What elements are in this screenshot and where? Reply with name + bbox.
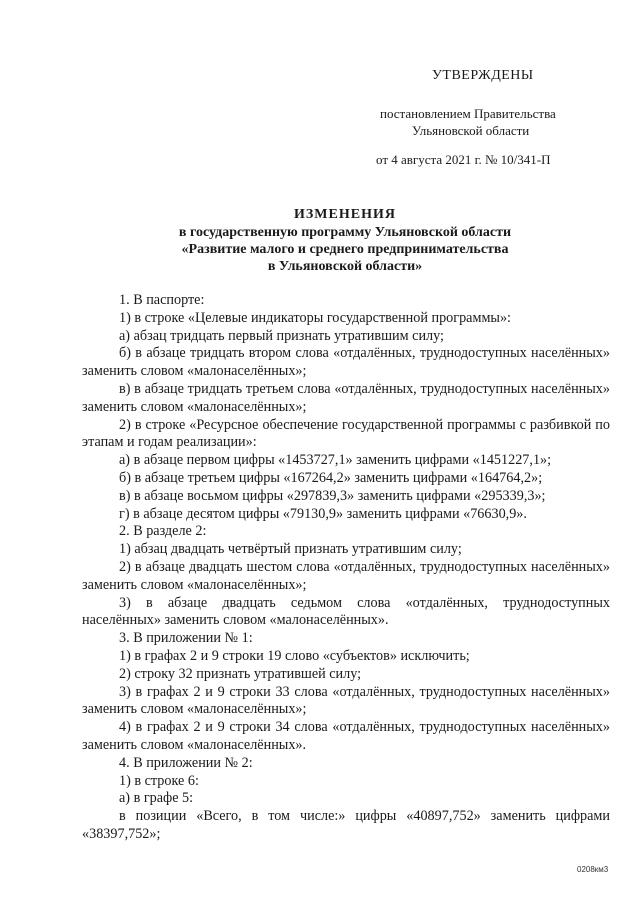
paragraph: 1) в строке «Целевые индикаторы государственной программы»: [119,309,511,326]
paragraph: в) в абзаце тридцать третьем слова «отдалённых, труднодоступных населённых» заменить словом «малонаселённых»; [82,380,610,415]
paragraph: 1) в строке 6: [119,772,199,789]
paragraph: 4) в графах 2 и 9 строки 34 слова «отдалённых, труднодоступных населённых» заменить словом «малонаселённых». [82,719,610,753]
decree-line-1: постановлением Правительства [380,106,556,121]
paragraph: 2) в абзаце двадцать шестом слова «отдалённых, труднодоступных населённых» заменить словом «малонаселённых»; [82,558,610,593]
paragraph: а) в абзаце первом цифры «1453727,1» заменить цифрами «1451227,1»; [119,452,552,469]
paragraph: 1) абзац двадцать четвёртый признать утратившим силу; [119,541,462,558]
document-body [82,292,610,844]
paragraph: в) в абзаце восьмом цифры «297839,3» заменить цифрами «295339,3»; [119,487,546,504]
paragraph: б) в абзаце третьем цифры «167264,2» заменить цифрами «164764,2»; [119,469,543,486]
paragraph: 2) строку 32 признать утратившей силу; [119,665,362,682]
paragraph: в позиции «Всего, в том числе:» цифры «40897,752» заменить цифрами «38397,752»; [82,808,610,842]
document-subtitle-line-2: «Развитие малого и среднего предпринимательства [181,242,509,257]
paragraph: а) в графе 5: [119,790,194,807]
paragraph: г) в абзаце десятом цифры «79130,9» заменить цифрами «76630,9». [119,505,527,522]
paragraph: а) абзац тридцать первый признать утратившим силу; [119,327,444,344]
approved-heading: УТВЕРЖДЕНЫ [432,68,534,83]
paragraph: 1) в графах 2 и 9 строки 19 слово «субъектов» исключить; [119,647,470,664]
section-heading: 4. В приложении № 2: [119,754,253,771]
paragraph: 3) в графах 2 и 9 строки 33 слова «отдалённых, труднодоступных населённых» заменить словом «малонаселённых»; [82,683,610,718]
document-subtitle-line-1: в государственную программу Ульяновской области [178,225,512,240]
document-title: ИЗМЕНЕНИЯ [294,207,396,222]
decree-line-2: Ульяновской области [412,123,530,138]
paragraph: 2) в строке «Ресурсное обеспечение государственной программы с разбивкой по этапам и годам реализации»: [82,416,610,451]
document-code: 0208км3 [577,865,609,874]
paragraph: 3) в абзаце двадцать седьмом слова «отдалённых, труднодоступных населённых» заменить словом «малонаселённых». [82,594,610,629]
section-heading: 3. В приложении № 1: [119,630,253,647]
section-heading: 2. В разделе 2: [119,523,207,540]
section-heading: 1. В паспорте: [119,292,205,308]
decree-date: от 4 августа 2021 г. № 10/341-П [376,152,551,167]
paragraph: б) в абзаце тридцать втором слова «отдалённых, труднодоступных населённых» заменить словом «малонаселённых»; [82,345,610,380]
document-subtitle-line-3: в Ульяновской области» [267,259,423,274]
